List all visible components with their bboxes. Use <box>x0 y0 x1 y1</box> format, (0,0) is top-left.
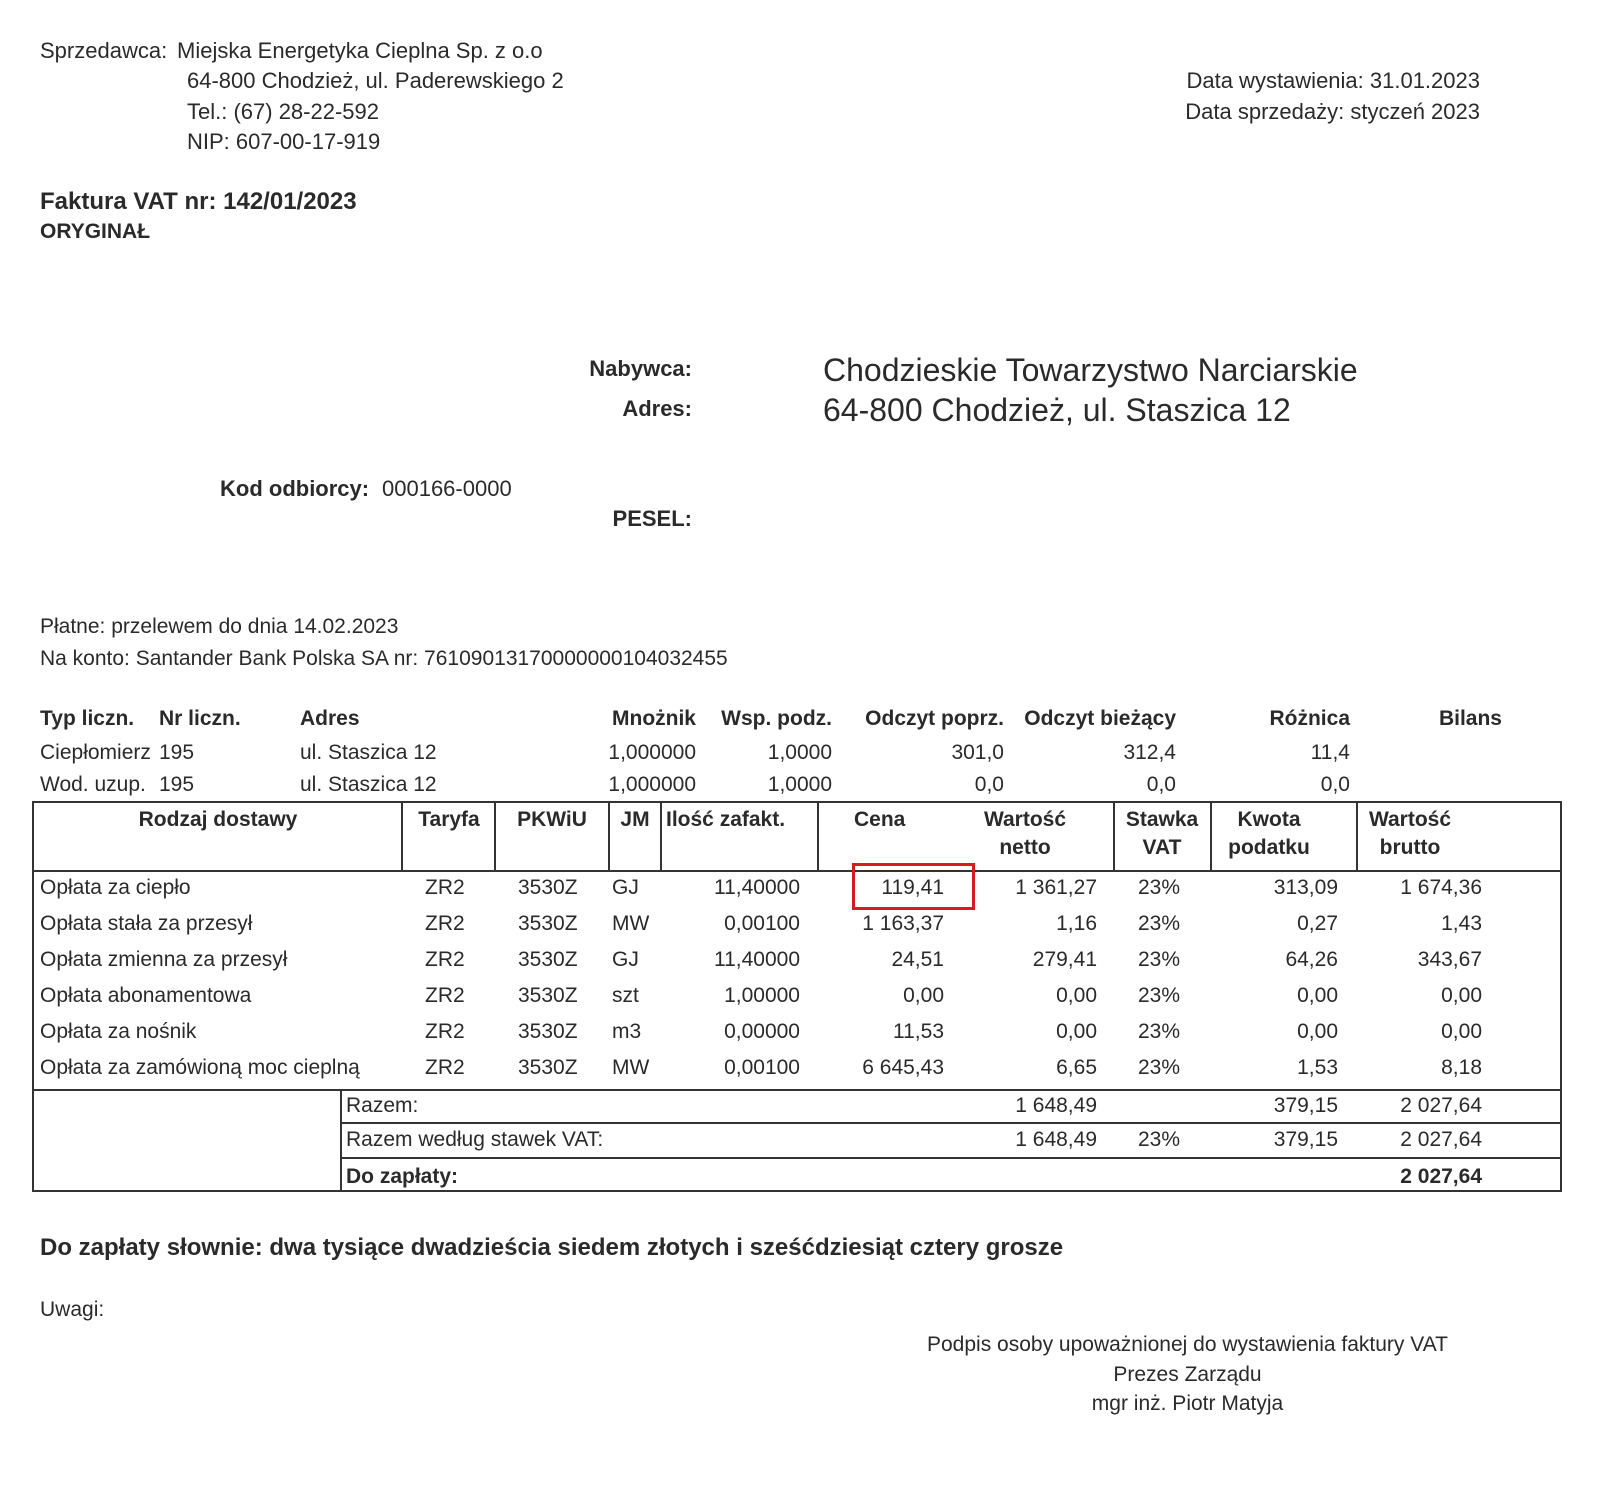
vat-total-label: Razem według stawek VAT: <box>346 1128 604 1151</box>
item-brutto: 1 674,36 <box>1400 876 1482 899</box>
col-header-stawka: Stawka <box>1125 808 1199 831</box>
meter-cell: 11,4 <box>1310 741 1350 764</box>
buyer-name: Chodzieskie Towarzystwo Narciarskie <box>823 352 1358 388</box>
item-jm: GJ <box>612 876 639 899</box>
total-label: Razem: <box>346 1094 419 1117</box>
col-header-kwota: Kwota <box>1237 808 1301 831</box>
item-ilosc: 11,40000 <box>713 948 800 971</box>
item-ilosc: 0,00100 <box>724 1056 800 1079</box>
meter-cell: ul. Staszica 12 <box>300 741 437 764</box>
item-kwota: 64,26 <box>1285 948 1338 971</box>
invoice-title: Faktura VAT nr: 142/01/2023 <box>40 188 357 215</box>
total-kwota: 379,15 <box>1273 1094 1338 1117</box>
meter-header: Typ liczn. <box>40 707 135 730</box>
item-ilosc: 1,00000 <box>724 984 800 1007</box>
meter-cell: 1,000000 <box>608 741 696 764</box>
signature-title: Prezes Zarządu <box>1113 1363 1262 1386</box>
item-name: Opłata stała za przesył <box>40 912 253 935</box>
item-stawka: 23% <box>1138 876 1181 899</box>
table-rule <box>32 870 1562 872</box>
signature-name: mgr inż. Piotr Matyja <box>1091 1392 1284 1415</box>
item-brutto: 0,00 <box>1441 984 1482 1007</box>
seller-address: 64-800 Chodzież, ul. Paderewskiego 2 <box>187 68 564 93</box>
table-border <box>1560 801 1562 1192</box>
item-pkwiu: 3530Z <box>518 984 578 1007</box>
col-header-ilosc: Ilość zafakt. <box>666 808 786 831</box>
amount-due: 2 027,64 <box>1400 1165 1482 1188</box>
price-highlight-box <box>852 863 975 910</box>
col-header-taryfa: Taryfa <box>418 808 480 831</box>
item-brutto: 8,18 <box>1441 1056 1482 1079</box>
item-name: Opłata zmienna za przesył <box>40 948 288 971</box>
meter-header: Mnożnik <box>612 707 696 730</box>
item-cena: 0,00 <box>903 984 944 1007</box>
item-pkwiu: 3530Z <box>518 876 578 899</box>
item-taryfa: ZR2 <box>425 876 465 899</box>
item-netto: 1 361,27 <box>1015 876 1097 899</box>
item-ilosc: 0,00100 <box>724 912 800 935</box>
item-kwota: 313,09 <box>1273 876 1338 899</box>
meter-header: Odczyt poprz. <box>865 707 1004 730</box>
seller-nip: NIP: 607-00-17-919 <box>187 129 381 154</box>
item-netto: 6,65 <box>1056 1056 1097 1079</box>
item-stawka: 23% <box>1138 1056 1181 1079</box>
table-rule <box>340 1089 342 1192</box>
item-taryfa: ZR2 <box>425 1056 465 1079</box>
item-pkwiu: 3530Z <box>518 1020 578 1043</box>
item-taryfa: ZR2 <box>425 912 465 935</box>
meter-cell: 1,0000 <box>767 773 832 796</box>
seller-label: Sprzedawca: <box>40 38 168 63</box>
meter-header: Odczyt bieżący <box>1024 707 1176 730</box>
item-netto: 0,00 <box>1056 984 1097 1007</box>
item-jm: m3 <box>612 1020 642 1043</box>
table-border <box>32 801 34 1192</box>
meter-cell: 195 <box>159 773 195 796</box>
item-taryfa: ZR2 <box>425 948 465 971</box>
table-border <box>32 801 1562 803</box>
vat-total-kwota: 379,15 <box>1273 1128 1338 1151</box>
sale-date: Data sprzedaży: styczeń 2023 <box>1185 99 1480 124</box>
vat-total-brutto: 2 027,64 <box>1400 1128 1482 1151</box>
item-cena: 119,41 <box>881 876 944 899</box>
buyer-label: Nabywca: <box>589 356 692 381</box>
payment-terms: Płatne: przelewem do dnia 14.02.2023 <box>40 615 399 638</box>
col-header-kwota: podatku <box>1228 836 1310 859</box>
vat-total-netto: 1 648,49 <box>1015 1128 1097 1151</box>
col-header-brutto: Wartość <box>1368 808 1452 831</box>
meter-cell: 1,0000 <box>767 741 832 764</box>
col-header-cena: Cena <box>854 808 906 831</box>
table-rule <box>817 801 819 871</box>
invoice-type: ORYGINAŁ <box>40 220 151 243</box>
item-name: Opłata za ciepło <box>40 876 191 899</box>
item-jm: MW <box>612 912 650 935</box>
table-rule <box>660 801 662 871</box>
pesel-label: PESEL: <box>612 506 692 531</box>
item-stawka: 23% <box>1138 984 1181 1007</box>
buyer-address: 64-800 Chodzież, ul. Staszica 12 <box>823 392 1291 428</box>
customer-code-label: Kod odbiorcy: <box>220 476 370 501</box>
item-taryfa: ZR2 <box>425 1020 465 1043</box>
total-netto: 1 648,49 <box>1015 1094 1097 1117</box>
col-header-stawka: VAT <box>1142 836 1182 859</box>
amount-in-words: Do zapłaty słownie: dwa tysiące dwadzieścia siedem złotych i sześćdziesiąt cztery grosze <box>40 1234 1064 1261</box>
table-rule <box>340 1122 1562 1124</box>
item-kwota: 0,00 <box>1297 1020 1338 1043</box>
meter-header: Bilans <box>1438 707 1502 730</box>
buyer-address-label: Adres: <box>622 396 692 421</box>
total-brutto: 2 027,64 <box>1400 1094 1482 1117</box>
item-jm: MW <box>612 1056 650 1079</box>
item-taryfa: ZR2 <box>425 984 465 1007</box>
meter-cell: 0,0 <box>1146 773 1176 796</box>
item-ilosc: 11,40000 <box>713 876 800 899</box>
table-rule <box>32 1089 1562 1091</box>
item-brutto: 0,00 <box>1441 1020 1482 1043</box>
item-netto: 279,41 <box>1032 948 1097 971</box>
meter-cell: 0,0 <box>1320 773 1350 796</box>
item-brutto: 1,43 <box>1441 912 1482 935</box>
item-stawka: 23% <box>1138 1020 1181 1043</box>
item-kwota: 0,27 <box>1297 912 1338 935</box>
meter-header: Wsp. podz. <box>721 707 832 730</box>
item-pkwiu: 3530Z <box>518 1056 578 1079</box>
meter-cell: 312,4 <box>1123 741 1176 764</box>
meter-header: Adres <box>300 707 360 730</box>
item-name: Opłata za nośnik <box>40 1020 197 1043</box>
item-cena: 6 645,43 <box>862 1056 944 1079</box>
vat-total-stawka: 23% <box>1138 1128 1181 1151</box>
table-border <box>32 1190 1562 1192</box>
col-header-brutto: brutto <box>1379 836 1441 859</box>
item-brutto: 343,67 <box>1417 948 1482 971</box>
meter-cell: Ciepłomierz <box>40 741 151 764</box>
meter-cell: 195 <box>159 741 195 764</box>
meter-cell: 1,000000 <box>608 773 696 796</box>
item-name: Opłata za zamówioną moc cieplną <box>40 1056 360 1079</box>
customer-code: 000166-0000 <box>382 476 512 501</box>
amount-due-label: Do zapłaty: <box>346 1165 459 1188</box>
item-ilosc: 0,00000 <box>724 1020 800 1043</box>
item-cena: 11,53 <box>893 1020 944 1043</box>
col-header-netto: Wartość <box>983 808 1067 831</box>
item-name: Opłata abonamentowa <box>40 984 252 1007</box>
meter-header: Nr liczn. <box>159 707 241 730</box>
item-cena: 1 163,37 <box>862 912 944 935</box>
meter-cell: 0,0 <box>974 773 1004 796</box>
bank-account: Na konto: Santander Bank Polska SA nr: 76109013170000000104032455 <box>40 647 728 670</box>
item-cena: 24,51 <box>891 948 944 971</box>
meter-cell: 301,0 <box>951 741 1004 764</box>
item-pkwiu: 3530Z <box>518 912 578 935</box>
signature-caption: Podpis osoby upoważnionej do wystawienia faktury VAT <box>926 1333 1448 1356</box>
remarks-label: Uwagi: <box>40 1298 105 1321</box>
table-rule <box>340 1157 1562 1159</box>
item-jm: szt <box>612 984 639 1007</box>
item-kwota: 0,00 <box>1297 984 1338 1007</box>
issue-date: Data wystawienia: 31.01.2023 <box>1186 68 1480 93</box>
meter-header: Różnica <box>1269 707 1350 730</box>
seller-name: Miejska Energetyka Cieplna Sp. z o.o <box>177 38 543 63</box>
item-jm: GJ <box>612 948 639 971</box>
col-header-netto: netto <box>999 836 1051 859</box>
meter-cell: ul. Staszica 12 <box>300 773 437 796</box>
col-header-pkwiu: PKWiU <box>517 808 587 831</box>
item-pkwiu: 3530Z <box>518 948 578 971</box>
col-header-jm: JM <box>620 808 650 831</box>
seller-phone: Tel.: (67) 28-22-592 <box>187 99 379 124</box>
item-netto: 1,16 <box>1056 912 1097 935</box>
item-stawka: 23% <box>1138 912 1181 935</box>
item-kwota: 1,53 <box>1297 1056 1338 1079</box>
item-stawka: 23% <box>1138 948 1181 971</box>
item-netto: 0,00 <box>1056 1020 1097 1043</box>
meter-cell: Wod. uzup. <box>40 773 146 796</box>
col-header-rodzaj: Rodzaj dostawy <box>138 808 298 831</box>
